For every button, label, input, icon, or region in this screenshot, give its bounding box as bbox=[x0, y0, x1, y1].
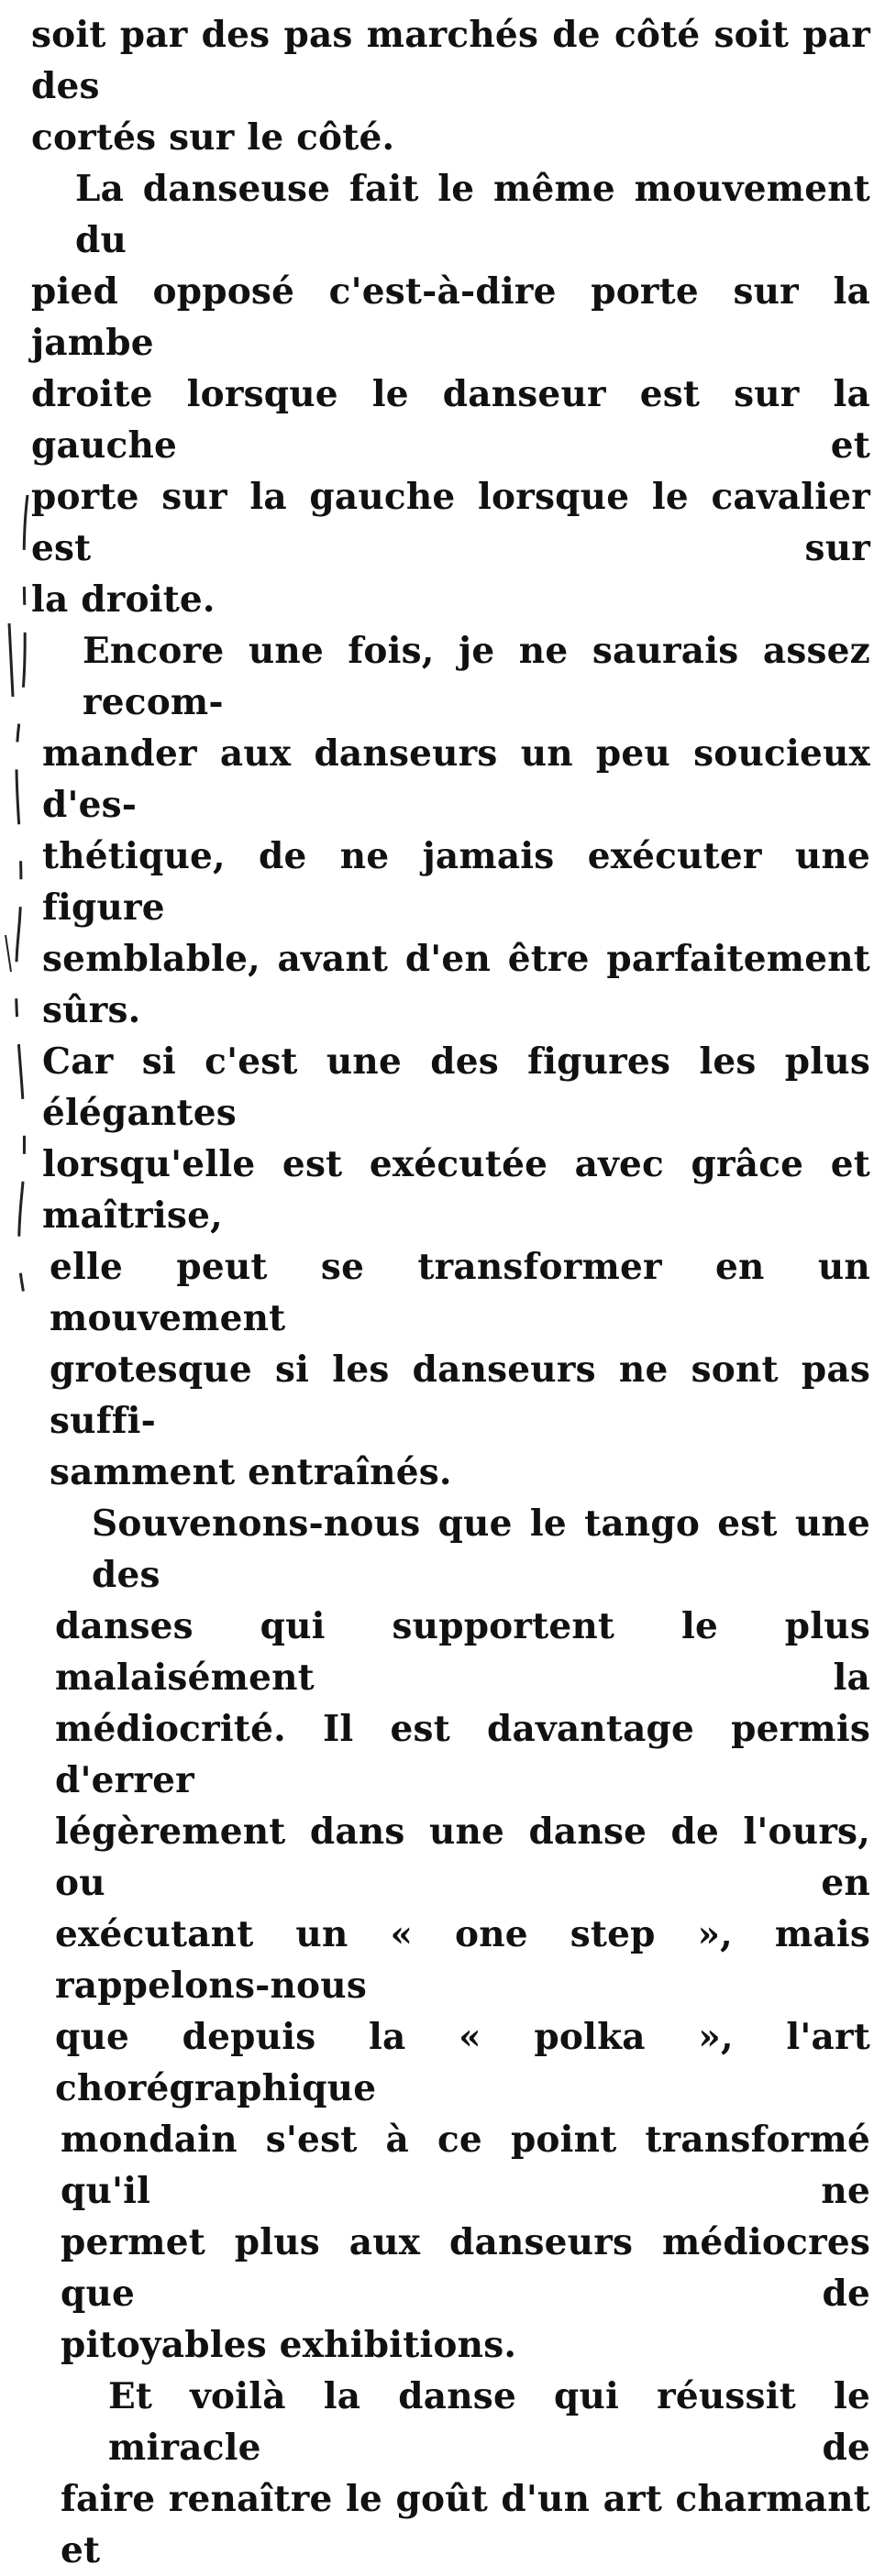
text-line: médiocrité. Il est davantage permis d'errer bbox=[55, 1708, 870, 1801]
text-line: danses qui supportent le plus malaisément la bbox=[55, 1605, 870, 1699]
text-line: cortés sur le côté. bbox=[31, 116, 395, 159]
text-line: pied opposé c'est-à-dire porte sur la jambe bbox=[31, 270, 870, 364]
text-line: mondain s'est à ce point transformé qu'il ne bbox=[61, 2119, 870, 2212]
paragraph-3 bbox=[31, 1498, 870, 2371]
text-line: exécutant un « one step », mais rappelons-nous bbox=[55, 1913, 870, 2007]
text-line: porte sur la gauche lorsque le cavalier est sur bbox=[31, 476, 870, 569]
paragraph-4 bbox=[31, 2371, 870, 2576]
text-line: légèrement dans une danse de l'ours, ou en bbox=[55, 1811, 870, 1904]
body-text bbox=[31, 9, 870, 2576]
text-line: droite lorsque le danseur est sur la gauche et bbox=[31, 373, 870, 467]
text-line: Souvenons-nous que le tango est une des bbox=[92, 1503, 870, 1596]
text-line: mander aux danseurs un peu soucieux d'es- bbox=[42, 732, 870, 826]
text-line: Encore une fois, je ne saurais assez recom- bbox=[83, 630, 870, 723]
text-line: Car si c'est une des figures les plus élégantes bbox=[42, 1040, 870, 1134]
paragraph-0 bbox=[31, 9, 870, 163]
text-line: la droite. bbox=[31, 578, 216, 621]
text-line: que depuis la « polka », l'art chorégraphique bbox=[55, 2016, 870, 2109]
paragraph-2 bbox=[31, 625, 870, 1498]
text-line: soit par des pas marchés de côté soit par des bbox=[31, 14, 870, 107]
text-line: thétique, de ne jamais exécuter une figure bbox=[42, 835, 870, 929]
text-line: grotesque si les danseurs ne sont pas suffi- bbox=[50, 1349, 870, 1442]
text-line: samment entraînés. bbox=[50, 1451, 452, 1493]
text-line: pitoyables exhibitions. bbox=[61, 2324, 517, 2366]
text-line: elle peut se transformer en un mouvement bbox=[50, 1246, 870, 1339]
paragraph-1 bbox=[31, 163, 870, 625]
text-line: Et voilà la danse qui réussit le miracle de bbox=[108, 2375, 870, 2469]
text-line: lorsqu'elle est exécutée avec grâce et maîtrise, bbox=[42, 1143, 870, 1237]
text-line: La danseuse fait le même mouvement du bbox=[75, 168, 870, 261]
text-line: faire renaître le goût d'un art charmant et bbox=[61, 2478, 870, 2571]
text-line: semblable, avant d'en être parfaitement sûrs. bbox=[42, 938, 870, 1031]
text-line: permet plus aux danseurs médiocres que de bbox=[61, 2221, 870, 2315]
